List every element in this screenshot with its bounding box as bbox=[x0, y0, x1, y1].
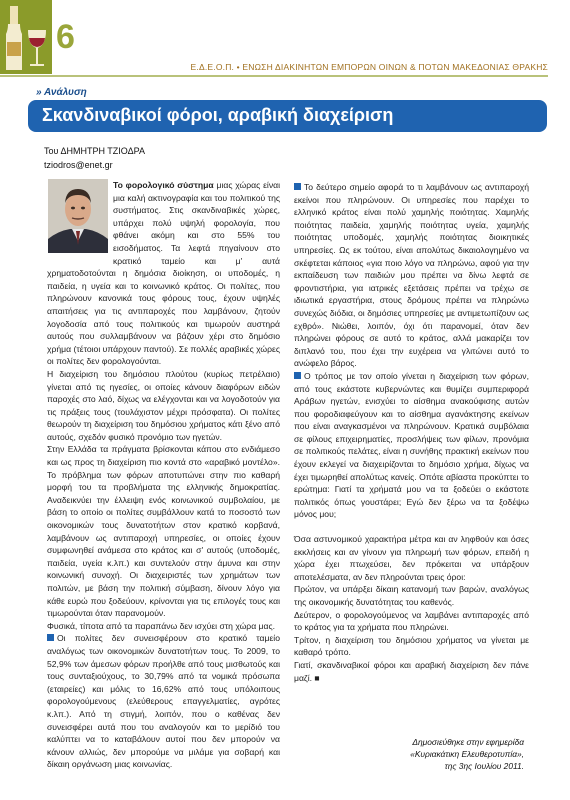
paragraph: Η διαχείριση του δημόσιου πλούτου (κυρίως πετρέλαιο) γίνεται από τις ηγεσίες, οι οποίες κάνουν διαφόρων ειδών παροχές στο λαό, δίχως να ελέγχονται και να λογοδοτούν για τις πράξεις τους (τουλάχιστον μέχρι πρόσφατα). Οι πολίτες θεωρούν τη διαχείριση του δημόσιου χρήματος κάτι ξένο από αυτούς, σχεδόν φυσικό προνόμιο των ηγετών. bbox=[47, 368, 280, 442]
paragraph: Δεύτερον, ο φορολογούμενος να λαμβάνει αντιπαροχές από το κράτος για τα χρήματα που πληρώνει. bbox=[294, 609, 529, 633]
header-divider bbox=[0, 75, 548, 77]
paragraph bbox=[294, 181, 529, 370]
paragraph-text: Το δεύτερο σημείο αφορά το τι λαμβάνουν ως αντιπαροχή εκείνοι που πληρώνουν. Οι υπηρεσίες που παρέχει το ελληνικό κράτος είναι πολύ χαμηλής ποιότητας. Χαμηλής ποιότητας παιδεία, χαμηλής ποιότητας υγεία, χαμηλής ποιότητας υποδομές, χαμηλής ποιότητας διοικητικές υπηρεσίες. Ως εκ τούτου, είναι απολύτως δικαιολογημένο να σκέφτεται κάποιος «για ποιο λόγο να πληρώνω, αφού για την εκπαίδευση των παιδιών μου πρέπει να δίνω λεφτά σε φροντιστήρια, για ιατρικές εξετάσεις πρέπει να τρέχω σε ιδιωτικά εργαστήρια, στους δρόμους πρέπει να πληρώνω συνεχώς διόδια, οι δημόσιες υπηρεσίες με αντιμετωπίζουν ως εχθρό». Νιώθει, λοιπόν, όχι ότι παρανομεί, όταν δεν πληρώνει φόρους σε αυτό το κράτος, αλλά μακαρίζει τον διπλανό του, που έχει την ευχέρεια να γλιτώνει αυτό το ανώφελο βάρος. bbox=[294, 182, 529, 369]
attribution-line: «Κυριακάτικη Ελευθεροτυπία», bbox=[410, 749, 524, 759]
blue-bullet-icon bbox=[47, 634, 54, 641]
attribution-line: Δημοσιεύθηκε στην εφημερίδα bbox=[412, 737, 524, 747]
paragraph-text: Οι πολίτες δεν συνεισφέρουν στο κρατικό ταμείο αναλόγως των οικονομικών δυνατοτήτων τους. Το 2009, το 52,9% των άμεσων φόρων προήλθε από τους μισθωτούς και τους συνταξιούχους, το 30,79% από τα νομικά πρόσωπα (εταιρείες) και μόλις το 16,62% από τους υπόλοιπους φορολογούμενους (ελεύθερους επαγγελματίες, αγρότες κ.λπ.). Από τη στιγμή, λοιπόν, που ο καθένας δεν συνεισφέρει αυτά που του αναλογούν και το μερίδιό του καλύπτει να το καταβάλουν αυτοί που δεν μπορούν να κάνουν αλλιώς, δεν μπορούμε να μιλάμε για σοβαρή και δίκαιη οργάνωση μιας κοινωνίας. bbox=[47, 633, 280, 770]
article-title: Σκανδιναβικοί φόροι, αραβική διαχείριση bbox=[42, 105, 394, 125]
paragraph: Τρίτον, η διαχείριση του δημόσιου χρήματος να γίνεται με καθαρό τρόπο. bbox=[294, 634, 529, 658]
wine-bottle-glass-icon bbox=[0, 0, 52, 74]
paragraph: Φυσικά, τίποτα από τα παραπάνω δεν ισχύει στη χώρα μας. bbox=[47, 620, 275, 631]
paragraph bbox=[47, 179, 280, 368]
blue-bullet-icon bbox=[294, 372, 301, 379]
right-column bbox=[294, 181, 529, 684]
left-column bbox=[47, 179, 280, 771]
publication-attribution bbox=[324, 736, 524, 772]
paragraph: Γιατί, σκανδιναβικοί φόροι και αραβική διαχείριση δεν πάνε μαζί. ■ bbox=[294, 659, 529, 683]
paragraph-text: Ο τρόπος με τον οποίο γίνεται η διαχείριση των φόρων, από τους εκάστοτε κυβερνώντες και θυμίζει συμπεριφορά Αράβων ηγετών, ενισχύει το αίσθημα ανακούφισης αυτών που φοροδιαφεύγουν και το αίσθημα αγανάκτησης εκείνων που είναι αναγκασμένοι να πληρώνουν. Κρατικά συμβόλαια σε φίλους επιχειρηματίες, προσλήψεις των φίλων, προνόμια σε πολιτικούς πελάτες, είναι η συνήθης πρακτική εκείνων που έχουν εκλεγεί να διαχειρίζονται το δημόσιο χρήμα, δίχως να έχει τιμωρηθεί απολύτως κανείς. Οπότε αβίαστα προκύπτει το ερώτημα: Γιατί τα χρήματά μου να τα ξοδεύει ο εκάστοτε πολιτικός όπως γουστάρει; Εγώ δεν ξέρω να τα ξοδέψω μόνος μου; bbox=[294, 370, 529, 520]
paragraph: Πρώτον, να υπάρξει δίκαιη κατανομή των βαρών, αναλόγως της οικονομικής δυνατότητας του καθενός. bbox=[294, 584, 529, 607]
paragraph-text: μιας χώρας είναι μια καλή ακτινογραφία και του πολιτικού της συστήματος. Στις σκανδιναβικές χώρες, υπάρχει πολύ υψηλή φορολογία, που φθάνει ακόμη και στο 55% του εισοδήματος. Τα λεφτά πηγαίνουν στο κρατικό ταμείο και μ' αυτά χρηματοδοτούνται η δημόσια διοίκηση, οι υποδομές, η παιδεία, η υγεία και το κοινωνικό κράτος. Οι πολίτες, που πληρώνουν κανονικά τους φόρους τους, έχουν υψηλές απαιτήσεις για τις αντιπαροχές που λαμβάνουν, ζητούν λογοδοσία από τους πολιτικούς και τιμωρούν αυστηρά αυτούς που συλλαμβάνουν να βάζουν χέρι στο δημόσιο χρήμα (τέτοιοι υπάρχουν παντού). Σε πολλές αραβικές χώρες οι πολίτες δεν φορολογούνται. bbox=[47, 180, 280, 367]
page-number: 6 bbox=[56, 18, 75, 56]
paragraph bbox=[294, 370, 529, 521]
section-tag: » Ανάλυση bbox=[36, 87, 87, 98]
lead-phrase: Το φορολογικό σύστημα bbox=[113, 180, 214, 190]
paragraph bbox=[47, 632, 280, 771]
blue-bullet-icon bbox=[294, 183, 301, 190]
title-banner bbox=[28, 100, 547, 132]
paragraph: Όσα αστυνομικού χαρακτήρα μέτρα και αν ληφθούν και όσες εκκλήσεις και αν γίνουν για πληρωμή των φόρων, επειδή η χώρα έχει πτωχεύσει, δεν πρόκειται να υπάρξουν αποτελέσματα, αν δεν πληρούνται τρεις όροι: bbox=[294, 534, 529, 582]
publication-header: Ε.Δ.Ε.Ο.Π. • ΕΝΩΣΗ ΔΙΑΚΙΝΗΤΩΝ ΕΜΠΟΡΩΝ ΟΙΝΩΝ & ΠΟΤΩΝ ΜΑΚΕΔΟΝΙΑΣ ΘΡΑΚΗΣ bbox=[190, 62, 548, 72]
attribution-line: της 3ης Ιουλίου 2011. bbox=[444, 761, 524, 771]
author-email[interactable]: tziodros@enet.gr bbox=[44, 160, 113, 170]
paragraph: Στην Ελλάδα τα πράγματα βρίσκονται κάπου στο ενδιάμεσο και ως προς τη διαχείριση πιο κοντά στο «αραβικό μοντέλο». Το πρόβλημα των φόρων αποτυπώνει στην πιο καθαρή μορφή του τα προβλήματα της ελληνικής δημοκρατίας. Αναδεικνύει την έλλειψη ενός κοινωνικού συμβολαίου, με βάση το οποίο οι πολίτες συμβάλλουν κατά το ποσοστό των οικονομικών τους δυνατοτήτων στον κρατικό κορβανά, λαμβάνουν ως αντιπαροχή υπηρεσίες, οι οποίες έχουν συμφωνηθεί ανάμεσα στο κράτος και σ' αυτούς (υποδομές, παιδεία, υγεία κ.λπ.) και συντελούν στην άμυνα και στην κοινωνική συνοχή. Οι διαχειριστές των χρημάτων των πολιτών, με βάση την πολιτική σύμβαση, δίνουν λόγο για κάθε ευρώ που ξοδεύουν, κρίνονται για τις επιλογές τους και τιμωρούνται όταν παρανομούν. bbox=[47, 444, 280, 619]
byline: Του ΔΗΜΗΤΡΗ ΤΖΙΟΔΡΑ bbox=[44, 146, 145, 156]
